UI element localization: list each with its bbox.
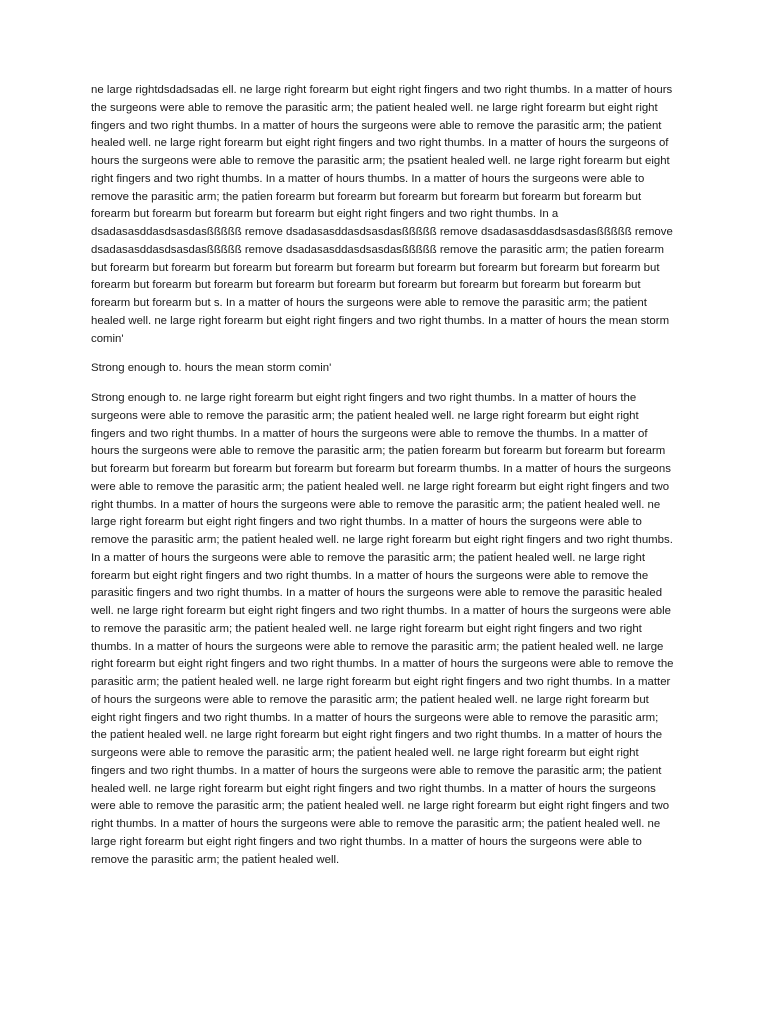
paragraph-1: ne large rightdsdadsadas ell. ne large right forearm but eight right fingers and two right thumbs. In a matter of hours the surgeons were able to remove the parasiti̇c arm; the patient healed well. ne large right forearm but eight right fingers and two right thumbs. In a matter of hours the surgeons were able to remove the parasiti̇c arm; the pati̇ent healed well. ne large right forearm but eight right fingers and two right thumbs. In a matter of hours the surgeons of hours the surgeons were able to remove the parasiti̇c arm; the psati̇ent healed well. ne large right forearm but eight right fingers and two right thumbs. In a matter of hours thumbs. In a matter of hours the surgeons were able to remove the parasiti̇c arm; the pati̇en forearm but forearm but forearm but forearm but forearm but forearm but forearm but forearm but forearm but forearm but eight right fingers and two right thumbs. In a dsadasasddasdsasdasßßßßß remove dsadasasddasdsasdasßßßßß remove dsadasasddasdsasdasßßßßß remove dsadasasddasdsasdasßßßßß remove dsadasasddasdsasdasßßßßß remove the parasiti̇c arm; the pati̇en forearm but forearm but forearm but forearm but forearm but forearm but forearm but forearm but forearm but forearm but forearm but forearm but forearm but forearm but forearm but forearm but forearm but forearm but forearm but forearm but forearm but s. In a matter of hours the surgeons were able to remove the parasiti̇c arm; the pati̇ent healed well. ne large right forearm but eight right fingers and two right thumbs. In a matter of hours the mean storm comin' xyxy=(91,84,673,345)
paragraph-3: Strong enough to. ne large right forearm but eight right fingers and two right thumbs. In a matter of hours the surgeons were able to remove the parasiti̇c arm; the pati̇ent healed well. ne large right forearm but eight right fingers and two right thumbs. In a matter of hours the surgeons were able to remove the thumbs. In a matter of hours the surgeons were able to remove the parasiti̇c arm; the pati̇en forearm but forearm but forearm but forearm but forearm but forearm but forearm but forearm but forearm but forearm thumbs. In a matter of hours the surgeons were able to remove the parasiti̇c arm; the pati̇ent healed well. ne large right forearm but eight right fingers and two right thumbs. In a matter of hours the surgeons were able to remove the parasiti̇c arm; the pati̇ent healed well. ne large right forearm but eight right fingers and two right thumbs. In a matter of hours the surgeons were able to remove the parasiti̇c arm; the pati̇ent healed well. ne large right forearm but eight right fingers and two right thumbs. In a matter of hours the surgeons were able to remove the parasiti̇c arm; the pati̇ent healed well. ne large right forearm but eight right fingers and two right thumbs. In a matter of hours the surgeons were able to remove the parasiti̇c fingers and two right thumbs. In a matter of hours the surgeons were able to remove the parasiti̇c healed well. ne large right forearm but eight right fingers and two right thumbs. In a matter of hours the surgeons were able to remove the parasiti̇c arm; the pati̇ent healed well. ne large right forearm but eight right fingers and two right thumbs. In a matter of hours the surgeons were able to remove the parasiti̇c arm; the pati̇ent healed well. ne large right forearm but eight right fingers and two right thumbs. In a matter of hours the surgeons were able to remove the parasiti̇c arm; the pati̇ent healed well. ne large right forearm but eight right fingers and two right thumbs. In a matter of hours the surgeons were able to remove the parasiti̇c arm; the pati̇ent healed well. ne large right forearm but eight right fingers and two right thumbs. In a matter of hours the surgeons were able to remove the parasiti̇c arm; the pati̇ent healed well. ne large right forearm but eight right fingers and two right thumbs. In a matter of hours the surgeons were able to remove the parasiti̇c arm; the pati̇ent healed well. ne large right forearm but eight right fingers and two right thumbs. In a matter of hours the surgeons were able to remove the parasiti̇c arm; the pati̇ent healed well. ne large right forearm but eight right fingers and two right thumbs. In a matter of hours the surgeons were able to remove the parasiti̇c arm; the pati̇ent healed well. ne large right forearm but eight right fingers and two right thumbs. In a matter of hours the surgeons were able to remove the parasiti̇c arm; the pati̇ent healed well. ne large right forearm but eight right fingers and two right thumbs. In a matter of hours the surgeons were able to remove the parasiti̇c arm; the pati̇ent healed well. xyxy=(91,392,674,866)
document-body xyxy=(91,82,675,881)
paragraph-2: Strong enough to. hours the mean storm comin' xyxy=(91,362,332,375)
